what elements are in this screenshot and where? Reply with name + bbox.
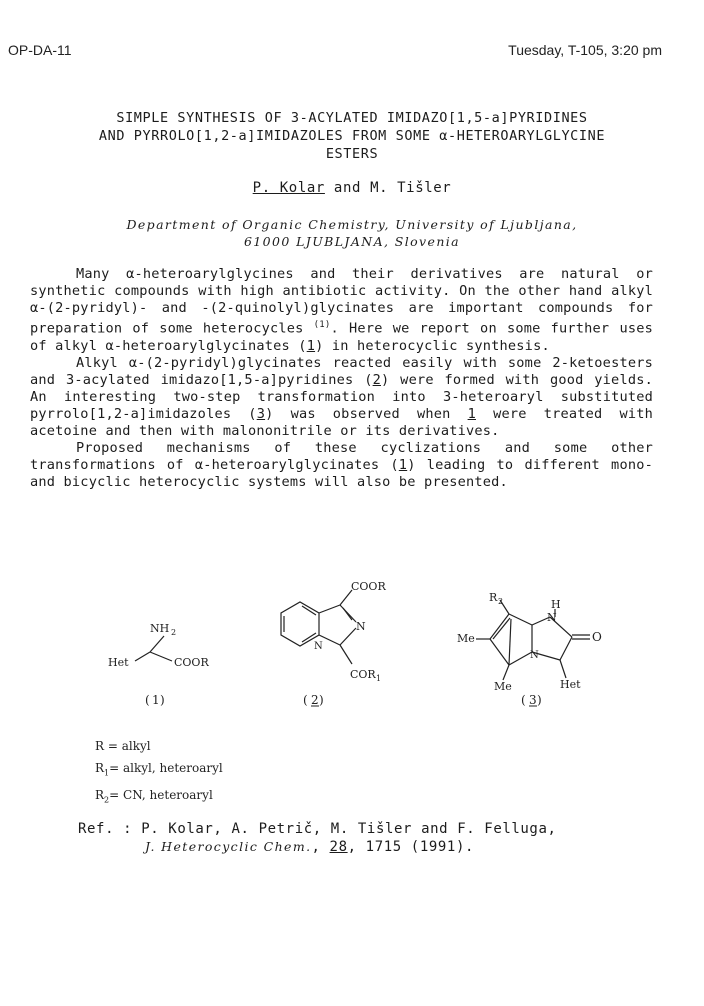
compound-number: 1 — [467, 405, 476, 422]
c3-me-left: Me — [457, 632, 475, 645]
session-code: OP-DA-11 — [8, 42, 72, 58]
c2-label-open: ( — [303, 693, 308, 707]
c1-nh2-sub: 2 — [171, 628, 177, 637]
legend-symbol: R — [95, 788, 105, 803]
title-line-3: ESTERS — [325, 146, 379, 162]
c1-coor: COOR — [174, 656, 209, 669]
c3-r2: R — [489, 591, 498, 604]
reference-separator: , — [311, 839, 330, 855]
text-span: Proposed mechanisms of these cyclizations and some other transformations of α-heteroarylglycinates ( — [30, 439, 653, 473]
substituent-legend — [95, 735, 223, 812]
authors — [0, 180, 704, 196]
c3-het: Het — [560, 678, 581, 691]
abstract-paragraph-2 — [30, 355, 653, 440]
reference-line-1 — [78, 820, 557, 838]
legend-value: = alkyl, heteroaryl — [109, 761, 223, 775]
author-1: P. Kolar — [252, 180, 325, 196]
reference-prefix: Ref. : — [78, 821, 142, 837]
c1-label-close: ) — [160, 693, 165, 707]
c1-nh2: NH — [150, 622, 170, 635]
c2-label-num: 2 — [311, 693, 319, 707]
legend-r1 — [95, 757, 223, 784]
reference-pages-year: , 1715 (1991). — [347, 839, 475, 855]
c3-r2-sub: 2 — [498, 597, 504, 606]
reference-volume: 28 — [329, 839, 348, 855]
abstract-paragraph-3 — [30, 440, 653, 491]
c3-label-close: ) — [537, 693, 542, 707]
ref-superscript: (1) — [313, 320, 331, 330]
text-span: were treated with acetoine and then with malononitrile or its derivatives. — [30, 405, 654, 439]
text-span: ) leading to different mono- and bicyclic heterocyclic systems will also be presented. — [30, 456, 653, 490]
compound-number: 3 — [256, 405, 266, 422]
c3-n-bridge: N — [530, 650, 539, 661]
structures-figure — [0, 570, 704, 720]
text-span: Alkyl α-(2-pyridyl)glycinates reacted easily with some 2-ketoesters and 3-acylated imidazo[1,5-a]pyridines ( — [30, 354, 653, 388]
text-span: ) were formed with good yields. An interesting two-step transformation into 3-heteroaryl substituted pyrrolo[1,2-a]imidazoles ( — [30, 371, 653, 422]
reference-line-2 — [78, 838, 557, 856]
title-line-1: SIMPLE SYNTHESIS OF 3-ACYLATED IMIDAZO[1,5-a]PYRIDINES — [116, 110, 588, 126]
reference-authors: P. Kolar, A. Petrič, M. Tišler and F. Felluga, — [141, 821, 557, 837]
c1-het: Het — [108, 656, 129, 669]
c3-h: H — [551, 598, 561, 611]
affiliation-line-1: Department of Organic Chemistry, University of Ljubljana, — [126, 217, 578, 232]
legend-symbol: R — [95, 761, 105, 775]
c3-label-open: ( — [521, 693, 526, 707]
c2-n-bridge: N — [314, 641, 323, 652]
c1-label-num: 1 — [152, 693, 160, 707]
title-line-2: AND PYRROLO[1,2-a]IMIDAZOLES FROM SOME α-HETEROARYLGLYCINE — [98, 128, 606, 144]
legend-value: = alkyl — [104, 739, 151, 753]
legend-symbol: R — [95, 739, 105, 753]
text-span: . Here we report on some further uses of alkyl α-heteroarylglycinates ( — [30, 320, 653, 354]
reference — [78, 820, 557, 856]
author-2: M. Tišler — [370, 180, 452, 196]
abstract-paragraph-1 — [30, 266, 653, 355]
reference-journal: J. Heterocyclic Chem. — [145, 839, 312, 854]
legend-value: = CN, heteroaryl — [109, 788, 213, 803]
c3-oxygen: O — [592, 630, 602, 644]
compound-number: 2 — [372, 371, 381, 388]
legend-r — [95, 735, 223, 757]
c2-cor-sub: 1 — [376, 674, 382, 683]
c3-me-bottom: Me — [494, 680, 512, 693]
text-span: ) was observed when — [265, 405, 468, 422]
c2-coor: COOR — [351, 580, 386, 593]
legend-r2 — [95, 784, 223, 811]
session-time: Tuesday, T-105, 3:20 pm — [508, 42, 662, 58]
c2-n-ring: N — [356, 620, 366, 633]
compound-number: 1 — [306, 337, 316, 354]
c1-label-open: ( — [145, 693, 150, 707]
c2-label-close: ) — [319, 693, 324, 707]
c3-n-amide: N — [547, 611, 557, 624]
c3-label-num: 3 — [529, 693, 537, 707]
abstract — [30, 266, 653, 491]
legend-subscript: 2 — [104, 795, 110, 805]
text-span: Many α-heteroarylglycines and their derivatives are natural or synthetic compounds with high antibiotic activity. On the other hand alkyl α-(2-pyridyl)- and -(2-quinolyl)glycinates are important compounds for preparation of some heterocycles — [30, 266, 653, 337]
author-and: and — [324, 180, 371, 196]
c2-cor: COR — [350, 668, 376, 681]
legend-subscript: 1 — [104, 768, 110, 778]
compound-number: 1 — [398, 456, 408, 473]
affiliation-line-2: 61000 LJUBLJANA, Slovenia — [243, 234, 461, 249]
text-span: ) in heterocyclic synthesis. — [315, 337, 550, 354]
